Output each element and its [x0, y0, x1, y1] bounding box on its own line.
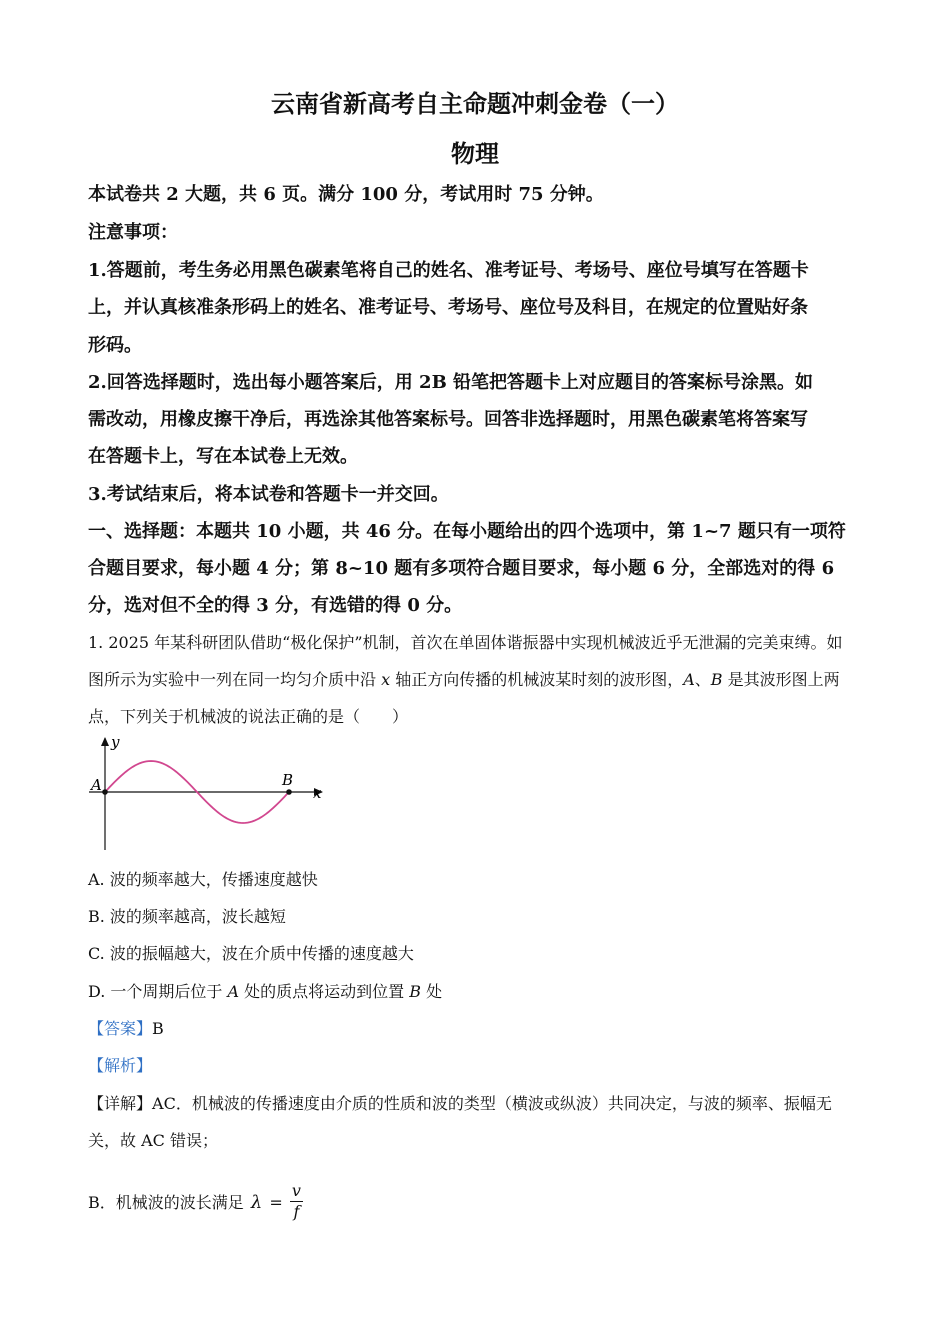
notice-line: 形码。	[88, 335, 142, 356]
answer-label: 【答案】	[88, 1019, 153, 1038]
section-line: 合题目要求，每小题 4 分；第 8~10 题有多项符合题目要求，每小题 6 分，全部选对的得 6	[88, 558, 835, 579]
fraction-numerator: v	[291, 1181, 301, 1200]
subject-title: 物理	[451, 139, 499, 168]
analysis-label: 【解析】	[88, 1056, 153, 1075]
notice-line: 1.答题前，考生务必用黑色碳素笔将自己的姓名、准考证号、考场号、座位号填写在答题卡	[88, 260, 809, 281]
lambda-symbol: λ	[250, 1192, 263, 1213]
notice-line: 上，并认真核准条形码上的姓名、准考证号、考场号、座位号及科目，在规定的位置贴好条	[88, 297, 808, 318]
wave-figure	[84, 732, 334, 854]
detail-label: 【详解】	[88, 1094, 153, 1113]
x-axis-label: x	[313, 784, 322, 802]
question-text: 轴正方向传播的机械波某时刻的波形图，	[390, 670, 684, 689]
fraction-denominator: f	[293, 1202, 300, 1221]
option-c: C. 波的振幅越大，波在介质中传播的速度越大	[88, 944, 414, 963]
var-x: x	[381, 670, 391, 689]
notice-line: 3.考试结束后，将本试卷和答题卡一并交回。	[88, 484, 449, 505]
question-text: 图所示为实验中一列在同一均匀介质中沿	[88, 670, 382, 689]
question-text: 、	[694, 670, 711, 689]
question-text-line2	[88, 667, 868, 690]
var-b: B	[710, 670, 723, 689]
point-b-label: B	[282, 771, 294, 789]
point-a-dot	[102, 789, 108, 795]
option-text: 处	[421, 982, 443, 1001]
option-a: A. 波的频率越大，传播速度越快	[88, 870, 318, 889]
var-a: A	[683, 670, 695, 689]
notice-line: 2.回答选择题时，选出每小题答案后，用 2B 铅笔把答题卡上对应题目的答案标号涂黑。如	[88, 372, 814, 393]
question-text-line3: 点，下列关于机械波的说法正确的是（ ）	[88, 707, 409, 726]
exam-title: 云南省新高考自主命题冲刺金卷（一）	[271, 89, 679, 118]
detail-text: AC．机械波的传播速度由介质的性质和波的类型（横波或纵波）共同决定，与波的频率、振幅无	[152, 1094, 832, 1113]
notice-heading: 注意事项：	[88, 222, 178, 243]
question-text-line1: 1. 2025 年某科研团队借助“极化保护”机制，首次在单固体谐振器中实现机械波近乎无泄漏的完美束缚。如	[88, 633, 843, 652]
point-a-label: A	[91, 776, 102, 794]
option-text: D. 一个周期后位于	[88, 982, 228, 1001]
section-line: 分，选对但不全的得 3 分，有选错的得 0 分。	[88, 595, 463, 616]
detail-line1	[88, 1091, 868, 1114]
notice-line: 在答题卡上，写在本试卷上无效。	[88, 446, 358, 467]
option-text: 处的质点将运动到位置	[239, 982, 410, 1001]
notice-line: 需改动，用橡皮擦干净后，再选涂其他答案标号。回答非选择题时，用黑色碳素笔将答案写	[88, 409, 808, 430]
detail-b-text: B．机械波的波长满足	[88, 1193, 244, 1212]
point-b-dot	[286, 789, 292, 795]
detail-b-line	[88, 1183, 868, 1224]
equals-sign: =	[269, 1193, 283, 1212]
y-axis-label: y	[111, 733, 120, 751]
var-b: B	[409, 982, 422, 1001]
exam-intro: 本试卷共 2 大题，共 6 页。满分 100 分，考试用时 75 分钟。	[88, 184, 604, 205]
detail-line2: 关，故 AC 错误；	[88, 1131, 218, 1150]
question-text: 是其波形图上两	[722, 670, 840, 689]
section-line: 一、选择题：本题共 10 小题，共 46 分。在每小题给出的四个选项中，第 1~7 题只有一项符	[88, 521, 846, 542]
option-b: B. 波的频率越高，波长越短	[88, 907, 286, 926]
answer-value: B	[152, 1019, 164, 1038]
answer-line	[88, 1016, 868, 1039]
fraction	[290, 1181, 303, 1222]
var-a: A	[227, 982, 240, 1001]
option-d	[88, 979, 868, 1002]
